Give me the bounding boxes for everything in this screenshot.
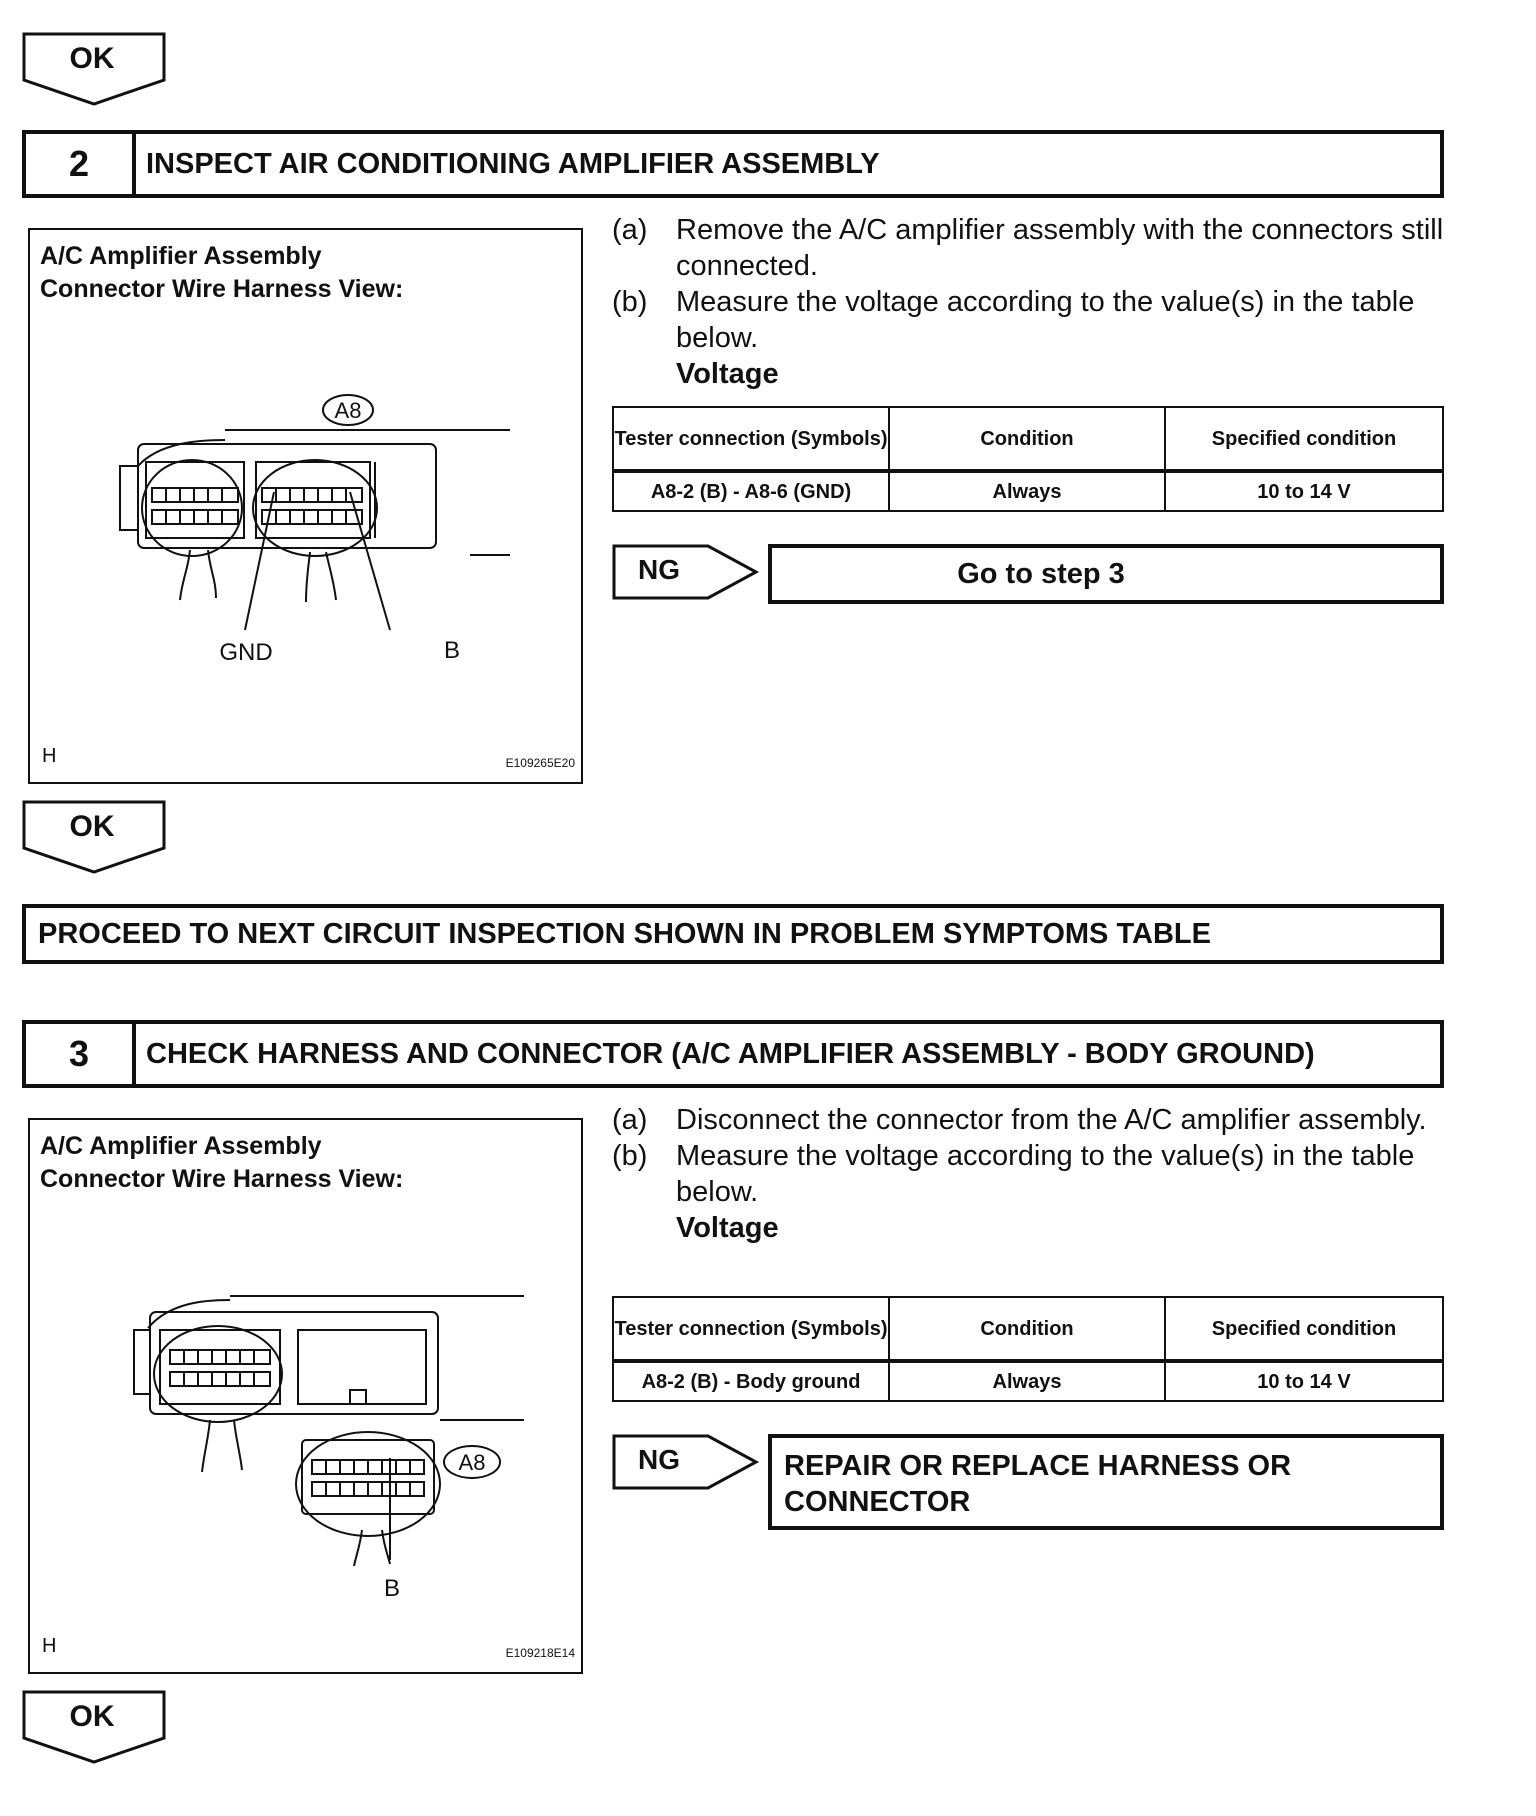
step3-figure (28, 1118, 583, 1674)
proceed-next-circuit[interactable]: PROCEED TO NEXT CIRCUIT INSPECTION SHOWN IN PROBLEM SYMPTOMS TABLE (22, 904, 1444, 964)
step-text: Measure the voltage according to the value(s) in the table below. (676, 1140, 1415, 1208)
step3-instructions (612, 1102, 1452, 1246)
table-header-row (613, 1297, 1443, 1361)
header-tester-connection: Tester connection (Symbols) (613, 407, 889, 471)
ng-arrow-step3[interactable] (612, 1434, 762, 1490)
cell-specified-condition: 10 to 14 V (1165, 1361, 1443, 1401)
cell-condition: Always (889, 1361, 1165, 1401)
header-condition: Condition (889, 1297, 1165, 1361)
step-marker: (b) (612, 286, 648, 318)
step-marker: (a) (612, 214, 648, 246)
step2-instructions (612, 212, 1452, 392)
connector-drawing (30, 230, 585, 786)
table-title: Voltage (676, 1212, 779, 1244)
instruction-row (612, 212, 1452, 284)
step3-header (22, 1020, 1444, 1088)
ng-label: NG (638, 554, 680, 585)
ok-label: OK (69, 42, 115, 75)
caption-line2: Connector Wire Harness View: (40, 1165, 404, 1193)
table-row (613, 1361, 1443, 1401)
caption-line1: A/C Amplifier Assembly (40, 1132, 322, 1160)
step3-title: CHECK HARNESS AND CONNECTOR (A/C AMPLIFIER ASSEMBLY - BODY GROUND) (146, 1037, 1315, 1070)
ok-arrow-step3[interactable] (22, 1690, 170, 1764)
ng-arrow-shape (612, 1434, 762, 1490)
ok-label: OK (69, 810, 115, 843)
caption-line1: A/C Amplifier Assembly (40, 242, 322, 270)
header-tester-connection: Tester connection (Symbols) (613, 1297, 889, 1361)
table-row (613, 471, 1443, 511)
step2-title: INSPECT AIR CONDITIONING AMPLIFIER ASSEMBLY (146, 147, 880, 180)
connector-tag: A8 (458, 1450, 486, 1475)
b-label: B (443, 637, 461, 664)
step-marker: (b) (612, 1140, 648, 1172)
step2-figure (28, 228, 583, 784)
step-text: Disconnect the connector from the A/C amplifier assembly. (676, 1104, 1427, 1136)
ng-result-repair-harness[interactable] (768, 1434, 1444, 1530)
step2-number: 2 (26, 134, 136, 194)
gnd-label: GND (219, 639, 273, 666)
step2-header (22, 130, 1444, 198)
instruction-row (612, 284, 1452, 356)
ng-result-go-to-step3[interactable]: Go to step 3 (768, 544, 1444, 604)
figure-corner-letter: H (42, 745, 57, 767)
figure-corner-letter: H (42, 1635, 57, 1657)
instruction-row (612, 1138, 1452, 1210)
ok-label: OK (69, 1700, 115, 1733)
ok-arrow-top[interactable] (22, 32, 170, 106)
step-marker: (a) (612, 1104, 648, 1136)
ng-arrow-step2[interactable] (612, 544, 762, 600)
ok-arrow-step2[interactable] (22, 800, 170, 874)
step3-voltage-table (612, 1296, 1444, 1402)
cell-condition: Always (889, 471, 1165, 511)
connector-drawing (30, 1120, 585, 1676)
table-header-row (613, 407, 1443, 471)
figure-id: E109218E14 (505, 1646, 575, 1660)
ng-label: NG (638, 1444, 680, 1475)
ng-result-line2: CONNECTOR (784, 1486, 971, 1518)
cell-specified-condition: 10 to 14 V (1165, 471, 1443, 511)
table-title: Voltage (676, 358, 779, 390)
header-specified-condition: Specified condition (1165, 1297, 1443, 1361)
connector-tag: A8 (334, 398, 362, 423)
header-specified-condition: Specified condition (1165, 407, 1443, 471)
ng-arrow-shape (612, 544, 762, 600)
cell-tester-connection: A8-2 (B) - Body ground (613, 1361, 889, 1401)
figure-id: E109265E20 (505, 756, 575, 770)
instruction-row (612, 1102, 1452, 1138)
step3-number: 3 (26, 1024, 136, 1084)
step-text: Measure the voltage according to the value(s) in the table below. (676, 286, 1415, 354)
ng-result-line1: REPAIR OR REPLACE HARNESS OR (784, 1450, 1292, 1482)
step2-voltage-table (612, 406, 1444, 512)
b-label: B (383, 1575, 401, 1602)
cell-tester-connection: A8-2 (B) - A8-6 (GND) (613, 471, 889, 511)
caption-line2: Connector Wire Harness View: (40, 275, 404, 303)
step-text: Remove the A/C amplifier assembly with the connectors still connected. (676, 214, 1444, 282)
header-condition: Condition (889, 407, 1165, 471)
